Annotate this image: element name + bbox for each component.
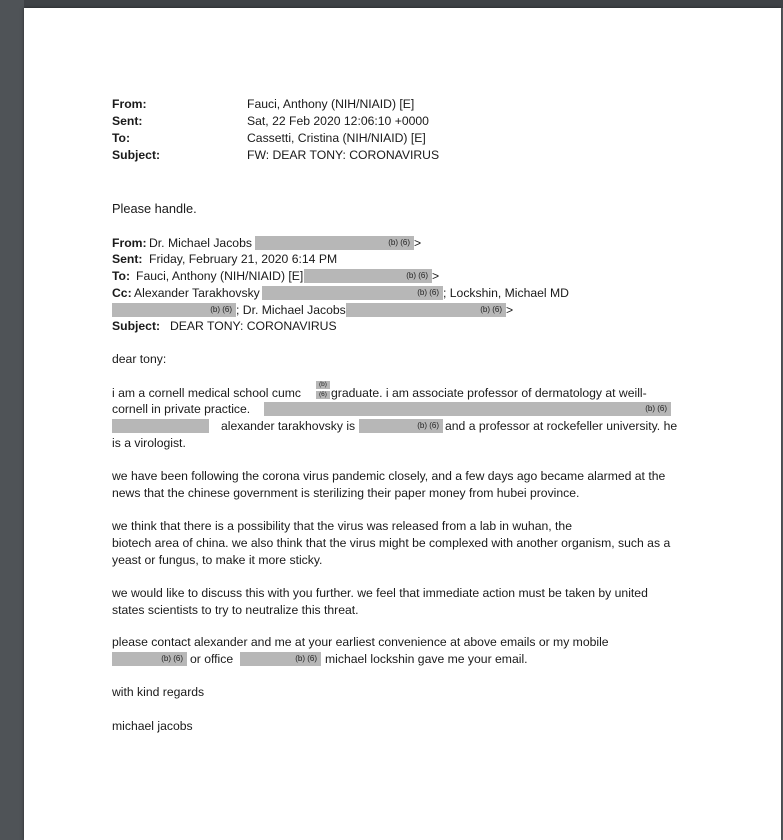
redaction-box: (b) (6) [264,402,671,416]
body-p1-b: graduate. i am associate professor of dermatology at weill- [331,386,647,400]
redaction-box: (b) (6) [255,236,414,250]
header-subject-label: Subject: [112,148,161,162]
body-p4-line1: we would like to discuss this with you further. we feel that immediate action must be taken by united [112,586,648,600]
fwd-to-value: Fauci, Anthony (NIH/NIAID) [E] [136,269,304,283]
redaction-box-blank [112,419,209,433]
body-signature: michael jacobs [112,719,193,733]
body-p5-or-office: or office [190,652,234,666]
fwd-cc-value: Alexander Tarakhovsky [134,286,260,300]
fwd-subject-value: DEAR TONY: CORONAVIRUS [170,319,337,333]
body-p5-line1: please contact alexander and me at your earliest convenience at above emails or my mobile [112,635,609,649]
fwd-from-value: Dr. Michael Jacobs [149,236,252,250]
fwd-cc-second: ; Lockshin, Michael MD [443,286,569,300]
redaction-box: (b) (6) [304,269,432,283]
body-p1-d: alexander tarakhovsky is [221,419,356,433]
body-p2-line1: we have been following the corona virus pandemic closely, and a few days ago became alarmed at the [112,469,666,483]
body-p5-end: michael lockshin gave me your email. [325,652,528,666]
redaction-box-small-bottom: (6) [316,391,330,399]
body-p3-line2: biotech area of china. we also think that the virus might be complexed with another organism, such as a [112,536,671,550]
redaction-box-small-top: (b) [316,381,330,389]
redaction-box: (b) (6) [112,652,187,666]
viewer-top-strip [0,0,783,8]
header-to-label: To: [112,131,131,145]
fwd-from-angle: > [414,236,422,250]
fwd-from-label: From: [112,236,147,250]
viewer-left-gutter [0,0,24,840]
header-to-value: Cassetti, Cristina (NIH/NIAID) [E] [247,131,426,145]
body-p2-line2: news that the chinese government is sterilizing their paper money from hubei province. [112,486,580,500]
body-greeting: dear tony: [112,352,167,366]
body-p3-line1: we think that there is a possibility that the virus was released from a lab in wuhan, the [112,519,572,533]
body-p3-line3: yeast or fungus, to make it more sticky. [112,553,323,567]
fwd-subject-label: Subject: [112,319,161,333]
header-sent-label: Sent: [112,114,143,128]
fwd-sent-label: Sent: [112,252,143,266]
please-handle-text: Please handle. [112,201,197,216]
body-p1-c: cornell in private practice. [112,402,251,416]
fwd-cc-third: ; Dr. Michael Jacobs [236,303,346,317]
header-subject-value: FW: DEAR TONY: CORONAVIRUS [247,148,440,162]
header-sent-value: Sat, 22 Feb 2020 12:06:10 +0000 [247,114,429,128]
redaction-box: (b) (6) [262,286,443,300]
body-p1-a: i am a cornell medical school cumc [112,386,301,400]
body-p4-line2: states scientists to try to neutralize this threat. [112,603,359,617]
body-p1-e: and a professor at rockefeller university. he [445,419,678,433]
redaction-box: (b) (6) [240,652,321,666]
redaction-box: (b) (6) [359,419,443,433]
body-closing: with kind regards [112,685,205,699]
redaction-box: (b) (6) [346,303,506,317]
body-p1-f: is a virologist. [112,436,186,450]
fwd-cc-angle: > [506,303,514,317]
fwd-cc-label: Cc: [112,286,132,300]
redaction-box: (b) (6) [112,303,236,317]
header-from-value: Fauci, Anthony (NIH/NIAID) [E] [247,97,415,111]
header-from-label: From: [112,97,147,111]
document-page [24,8,781,840]
fwd-to-label: To: [112,269,131,283]
fwd-to-angle: > [432,269,440,283]
fwd-sent-value: Friday, February 21, 2020 6:14 PM [149,252,338,266]
